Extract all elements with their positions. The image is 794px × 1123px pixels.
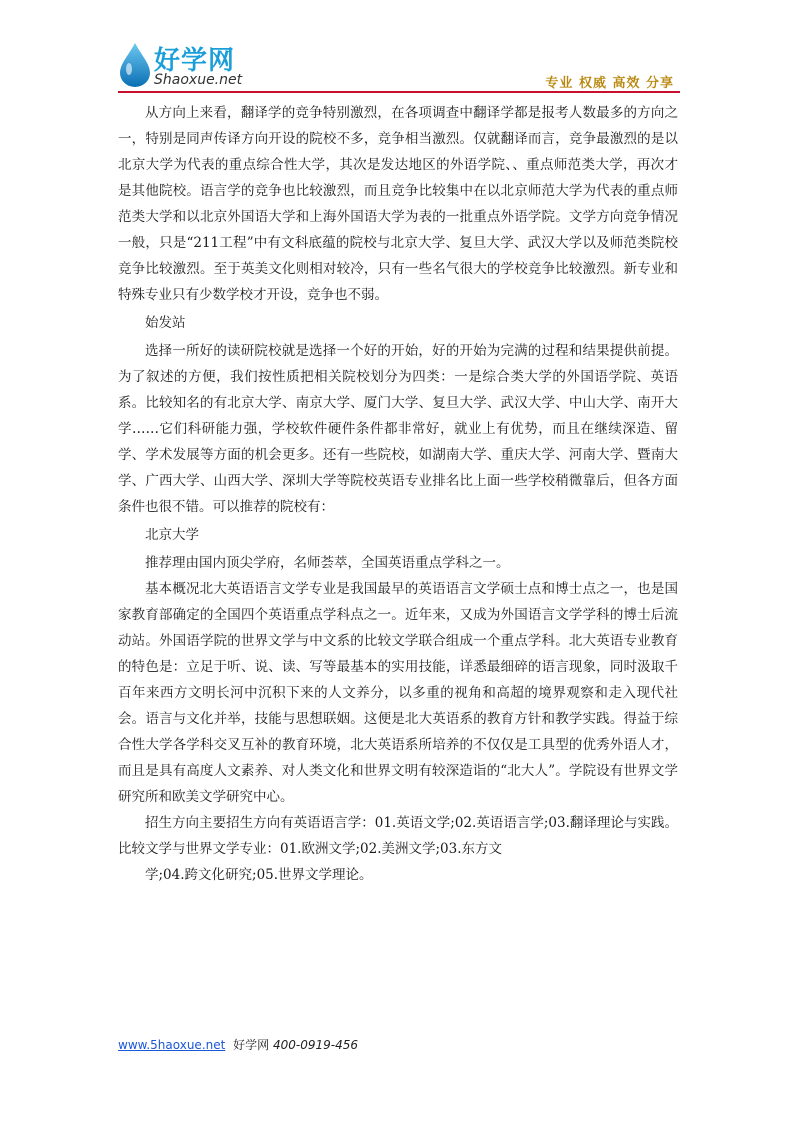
paragraph: 基本概况北大英语语言文学专业是我国最早的英语语言文学硕士点和博士点之一，也是国家教育部确定的全国四个英语重点学科点之一。近年来，又成为外国语言文学学科的博士后流动站。外国语学院的世界文学与中文系的比较文学联合组成一个重点学科。北大英语专业教育的特色是：立足于听、说、读、写等最基本的实用技能，详悉最细碎的语言现象，同时汲取千百年来西方文明长河中沉积下来的人文养分，以多重的视角和高超的境界观察和走入现代社会。语言与文化并举，技能与思想联姻。这便是北大英语系的教育方针和教学实践。得益于综合性大学各学科交叉互补的教育环境，北大英语系所培养的不仅仅是工具型的优秀外语人才，而且是具有高度人文素养、对人类文化和世界文明有较深造诣的“北大人”。学院设有世界文学研究所和欧美文学研究中心。 <box>118 581 678 805</box>
water-drop-logo-icon <box>118 42 152 88</box>
section-heading: 始发站 <box>145 315 186 331</box>
footer-phone: 400-0919-456 <box>273 1038 359 1052</box>
header-divider <box>118 91 680 93</box>
paragraph: 招生方向主要招生方向有英语语言学：01.英语文学;02.英语语言学;03.翻译理论与实践。比较文学与世界文学专业：01.欧洲文学;02.美洲文学;03.东方文 <box>118 815 678 857</box>
paragraph: 从方向上来看，翻译学的竞争特别激烈，在各项调查中翻译学都是报考人数最多的方向之一，特别是同声传译方向开设的院校不多，竞争相当激烈。仅就翻译而言，竞争最激烈的是以北京大学为代表的重点综合性大学，其次是发达地区的外语学院、、重点师范类大学，再次才是其他院校。语言学的竞争也比较激烈，而且竞争比较集中在以北京师范大学为代表的重点师范类大学和以北京外国语大学和上海外国语大学为表的一批重点外语学院。文学方向竞争情况一般，只是“211工程”中有文科底蕴的院校与北京大学、复旦大学、武汉大学以及师范类院校竞争比较激烈。至于英美文化则相对较冷，只有一些名气很大的学校竞争比较激烈。新专业和特殊专业只有少数学校才开设，竞争也不弱。 <box>118 105 678 303</box>
header-slogan: 专业 权威 高效 分享 <box>545 76 674 91</box>
footer-site-name: 好学网 <box>233 1038 270 1052</box>
logo-text: 好学网 <box>154 46 236 76</box>
paragraph: 学;04.跨文化研究;05.世界文学理论。 <box>145 867 373 883</box>
footer-link[interactable]: www.5haoxue.net <box>118 1038 226 1052</box>
logo-url: Shaoxue.net <box>154 72 243 88</box>
paragraph: 选择一所好的读研院校就是选择一个好的开始，好的开始为完满的过程和结果提供前提。为了叙述的方便，我们按性质把相关院校划分为四类：一是综合类大学的外国语学院、英语系。比较知名的有北京大学、南京大学、厦门大学、复旦大学、武汉大学、中山大学、南开大学……它们科研能力强，学校软件硬件条件都非常好，就业上有优势，而且在继续深造、留学、学术发展等方面的机会更多。还有一些院校，如湖南大学、重庆大学、河南大学、暨南大学、广西大学、山西大学、深圳大学等院校英语专业排名比上面一些学校稍微靠后，但各方面条件也很不错。可以推荐的院校有： <box>118 343 678 515</box>
document-body <box>118 100 678 888</box>
page-footer <box>118 1036 358 1053</box>
section-heading: 北京大学 <box>145 527 199 543</box>
page-header <box>110 28 680 94</box>
paragraph: 推荐理由国内顶尖学府，名师荟萃，全国英语重点学科之一。 <box>145 555 510 571</box>
